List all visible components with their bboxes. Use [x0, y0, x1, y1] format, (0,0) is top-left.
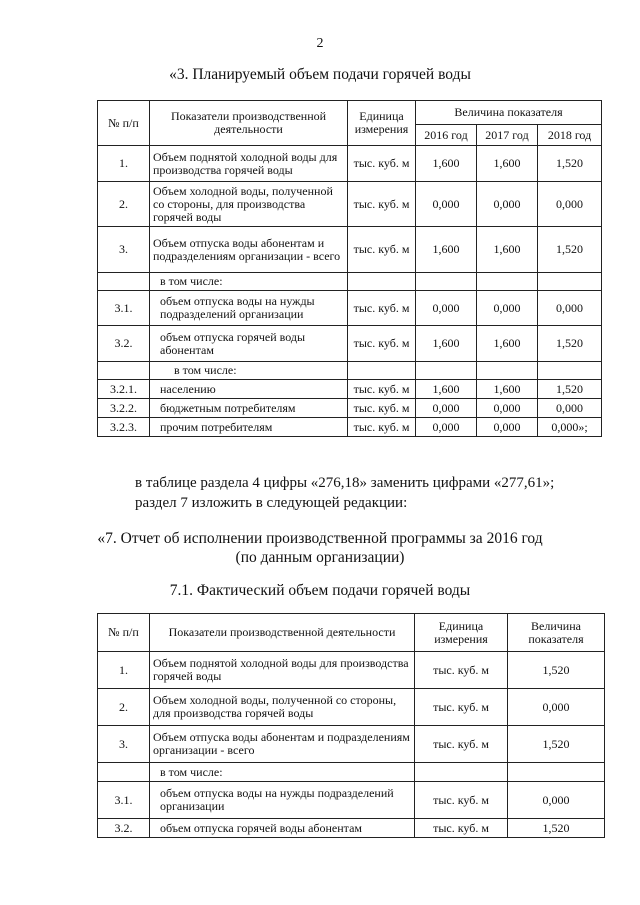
table-row [98, 399, 602, 418]
header-value: Величина показателя [416, 101, 602, 125]
header-year-2017: 2017 год [477, 125, 538, 146]
row-value: 1,520 [508, 819, 605, 838]
row-value-2017: 0,000 [477, 418, 538, 437]
row-value-2018: 1,520 [538, 380, 602, 399]
row-num: 3.2. [98, 819, 150, 838]
row-value-2018: 0,000 [538, 399, 602, 418]
row-unit: тыс. куб. м [415, 782, 508, 819]
row-num [98, 763, 150, 782]
row-indicator: в том числе: [150, 763, 415, 782]
row-value-2018: 0,000 [538, 182, 602, 227]
row-indicator: бюджетным потребителям [150, 399, 348, 418]
row-indicator: Объем поднятой холодной воды для производства горячей воды [150, 146, 348, 182]
row-indicator: объем отпуска горячей воды абонентам [150, 819, 415, 838]
row-unit: тыс. куб. м [415, 652, 508, 689]
row-indicator: Объем отпуска воды абонентам и подразделениям организации - всего [150, 726, 415, 763]
row-unit: тыс. куб. м [348, 182, 416, 227]
row-unit [348, 273, 416, 291]
row-indicator: прочим потребителям [150, 418, 348, 437]
row-indicator: населению [150, 380, 348, 399]
table-row [98, 418, 602, 437]
row-unit [415, 763, 508, 782]
row-value-2016 [416, 273, 477, 291]
actual-volume-table [97, 613, 605, 838]
row-value-2017: 0,000 [477, 291, 538, 326]
page-number: 2 [316, 36, 324, 51]
row-indicator: Объем холодной воды, полученной со стороны, для производства горячей воды [150, 689, 415, 726]
row-value-2017: 1,600 [477, 380, 538, 399]
row-num [98, 362, 150, 380]
table-row [98, 326, 602, 362]
table-row [98, 362, 602, 380]
table-row [98, 689, 605, 726]
row-unit: тыс. куб. м [348, 326, 416, 362]
table-row [98, 726, 605, 763]
row-unit: тыс. куб. м [348, 291, 416, 326]
header-indicator: Показатели производственной деятельности [150, 614, 415, 652]
header-year-2018: 2018 год [538, 125, 602, 146]
header-num: № п/п [98, 101, 150, 146]
row-num: 3.1. [98, 291, 150, 326]
header-year-2016: 2016 год [416, 125, 477, 146]
row-value: 0,000 [508, 782, 605, 819]
row-value: 1,520 [508, 652, 605, 689]
section-7-subtitle: (по данным организации) [235, 549, 405, 566]
row-value-2017: 1,600 [477, 326, 538, 362]
table-row [98, 652, 605, 689]
row-value-2016 [416, 362, 477, 380]
header-num: № п/п [98, 614, 150, 652]
row-value-2018 [538, 362, 602, 380]
row-indicator: в том числе: [150, 362, 348, 380]
table-row [98, 291, 602, 326]
row-value-2016: 1,600 [416, 326, 477, 362]
row-unit: тыс. куб. м [348, 399, 416, 418]
row-indicator: Объем холодной воды, полученной со стороны, для производства горячей воды [150, 182, 348, 227]
table-row [98, 273, 602, 291]
row-value-2018: 1,520 [538, 326, 602, 362]
row-value-2016: 1,600 [416, 146, 477, 182]
row-unit: тыс. куб. м [415, 726, 508, 763]
amendment-paragraph-2: раздел 7 изложить в следующей редакции: [135, 495, 408, 511]
row-num: 1. [98, 146, 150, 182]
row-indicator: Объем отпуска воды абонентам и подразделениям организации - всего [150, 227, 348, 273]
row-value [508, 763, 605, 782]
table-row [98, 380, 602, 399]
header-value: Величина показателя [508, 614, 605, 652]
row-unit: тыс. куб. м [348, 146, 416, 182]
row-unit: тыс. куб. м [348, 227, 416, 273]
header-unit: Единица измерения [415, 614, 508, 652]
row-value: 0,000 [508, 689, 605, 726]
row-unit: тыс. куб. м [348, 418, 416, 437]
table-row [98, 763, 605, 782]
row-unit: тыс. куб. м [415, 689, 508, 726]
row-num: 3.1. [98, 782, 150, 819]
row-value: 1,520 [508, 726, 605, 763]
row-num: 2. [98, 182, 150, 227]
row-value-2016: 0,000 [416, 399, 477, 418]
row-value-2017 [477, 362, 538, 380]
row-value-2018: 1,520 [538, 146, 602, 182]
row-value-2017: 0,000 [477, 399, 538, 418]
row-num: 3. [98, 726, 150, 763]
row-value-2018: 0,000»; [538, 418, 602, 437]
row-indicator: в том числе: [150, 273, 348, 291]
amendment-paragraph-1: в таблице раздела 4 цифры «276,18» заменить цифрами «277,61»; [135, 475, 555, 491]
row-num: 1. [98, 652, 150, 689]
row-num [98, 273, 150, 291]
row-indicator: объем отпуска воды на нужды подразделений организации [150, 782, 415, 819]
planned-volume-table [97, 100, 602, 437]
row-indicator: объем отпуска воды на нужды подразделений организации [150, 291, 348, 326]
header-indicator: Показатели производственной деятельности [150, 101, 348, 146]
row-value-2016: 0,000 [416, 418, 477, 437]
section-3-title: «3. Планируемый объем подачи горячей воды [169, 66, 471, 83]
row-num: 3. [98, 227, 150, 273]
row-num: 2. [98, 689, 150, 726]
row-value-2016: 1,600 [416, 227, 477, 273]
row-num: 3.2.1. [98, 380, 150, 399]
row-value-2016: 0,000 [416, 182, 477, 227]
row-value-2018: 1,520 [538, 227, 602, 273]
table-row [98, 182, 602, 227]
table-row [98, 227, 602, 273]
row-value-2017 [477, 273, 538, 291]
section-7-1-title: 7.1. Фактический объем подачи горячей воды [169, 582, 471, 599]
row-value-2018: 0,000 [538, 291, 602, 326]
row-num: 3.2.3. [98, 418, 150, 437]
row-unit [348, 362, 416, 380]
row-unit: тыс. куб. м [415, 819, 508, 838]
row-value-2016: 1,600 [416, 380, 477, 399]
row-num: 3.2. [98, 326, 150, 362]
header-unit: Единица измерения [348, 101, 416, 146]
row-value-2017: 1,600 [477, 227, 538, 273]
table-row [98, 782, 605, 819]
table-row [98, 146, 602, 182]
row-num: 3.2.2. [98, 399, 150, 418]
table-row [98, 819, 605, 838]
row-value-2017: 0,000 [477, 182, 538, 227]
row-value-2017: 1,600 [477, 146, 538, 182]
row-indicator: объем отпуска горячей воды абонентам [150, 326, 348, 362]
row-value-2016: 0,000 [416, 291, 477, 326]
row-unit: тыс. куб. м [348, 380, 416, 399]
section-7-title: «7. Отчет об исполнении производственной программы за 2016 год [97, 530, 543, 547]
row-value-2018 [538, 273, 602, 291]
row-indicator: Объем поднятой холодной воды для производства горячей воды [150, 652, 415, 689]
